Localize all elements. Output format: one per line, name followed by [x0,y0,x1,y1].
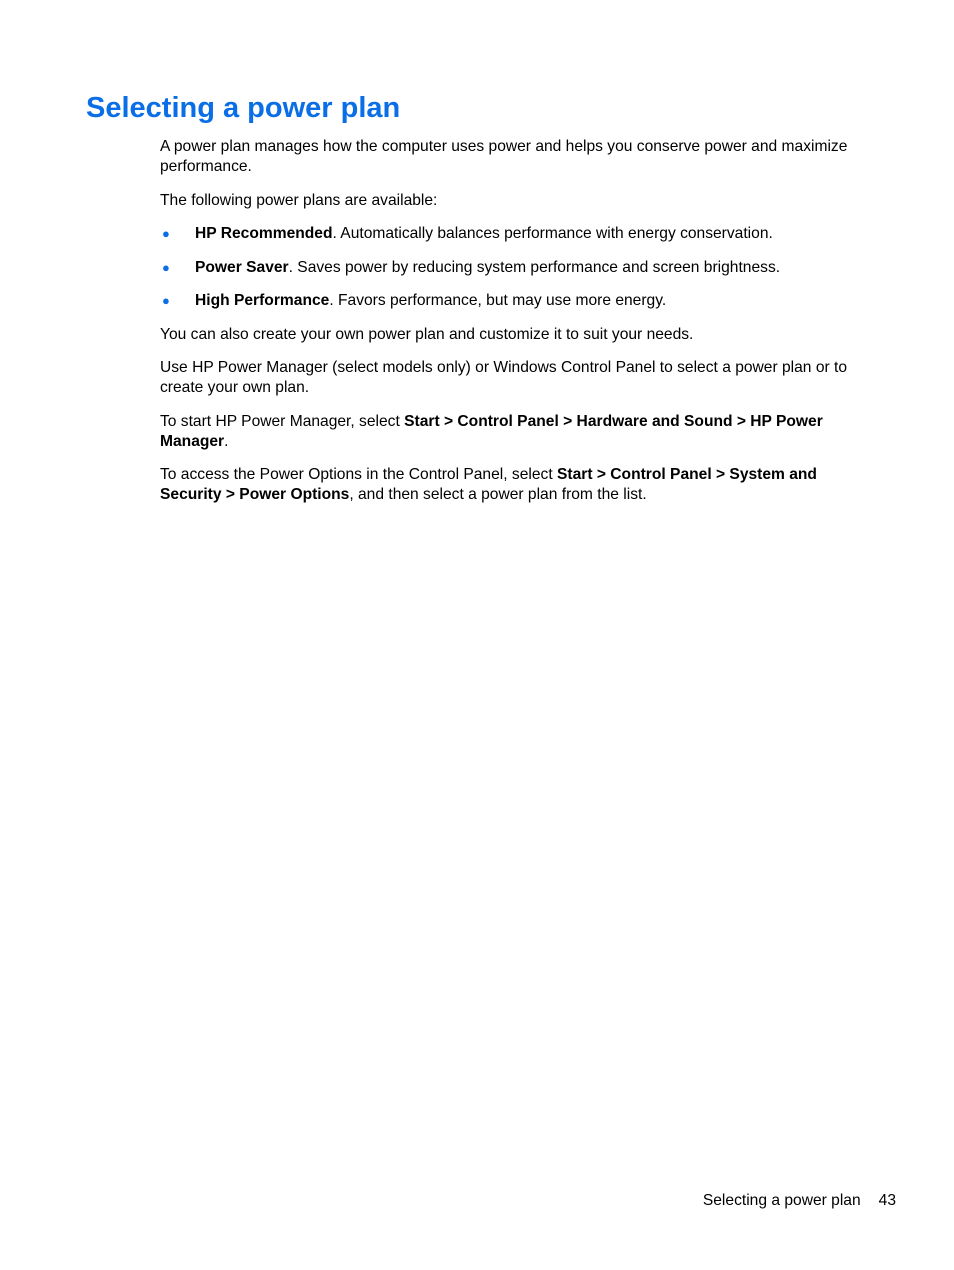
page-title: Selecting a power plan [86,92,401,124]
plan-name: HP Recommended [195,225,333,242]
plan-description: . Saves power by reducing system performance and screen brightness. [288,258,781,276]
plan-description: . Favors performance, but may use more energy. [329,292,667,309]
plans-lead-paragraph: The following power plans are available: [160,191,438,209]
list-item [160,224,876,244]
power-manager-prefix: To start HP Power Manager, select [160,412,405,430]
power-options-path: Start > Control Panel > System and Security > Power Options [160,466,817,503]
bullet-icon: ● [162,226,170,241]
list-item [160,258,876,278]
body-content [160,137,876,519]
intro-paragraph: A power plan manages how the computer uses power and helps you conserve power and maximize performance. [160,138,848,175]
tools-paragraph: Use HP Power Manager (select models only) or Windows Control Panel to select a power plan or to create your own plan. [160,359,848,396]
power-plan-list [160,224,876,311]
page-footer [703,1191,896,1211]
power-manager-path: Start > Control Panel > Hardware and Sound > HP Power Manager [160,412,823,450]
power-manager-suffix: . [224,432,229,450]
footer-section-title: Selecting a power plan [702,1192,861,1209]
bullet-icon: ● [162,293,170,308]
plan-name: High Performance [195,292,330,309]
custom-plan-paragraph: You can also create your own power plan and customize it to suit your needs. [160,325,694,343]
power-options-suffix: , and then select a power plan from the list. [349,486,647,503]
page-number: 43 [878,1192,896,1209]
plan-description: . Automatically balances performance with energy conservation. [332,225,773,242]
power-manager-paragraph [160,412,876,452]
power-options-paragraph [160,465,876,505]
list-item [160,291,876,311]
plan-name: Power Saver [195,258,289,276]
bullet-icon: ● [162,259,170,275]
power-options-prefix: To access the Power Options in the Control Panel, select [160,466,557,483]
